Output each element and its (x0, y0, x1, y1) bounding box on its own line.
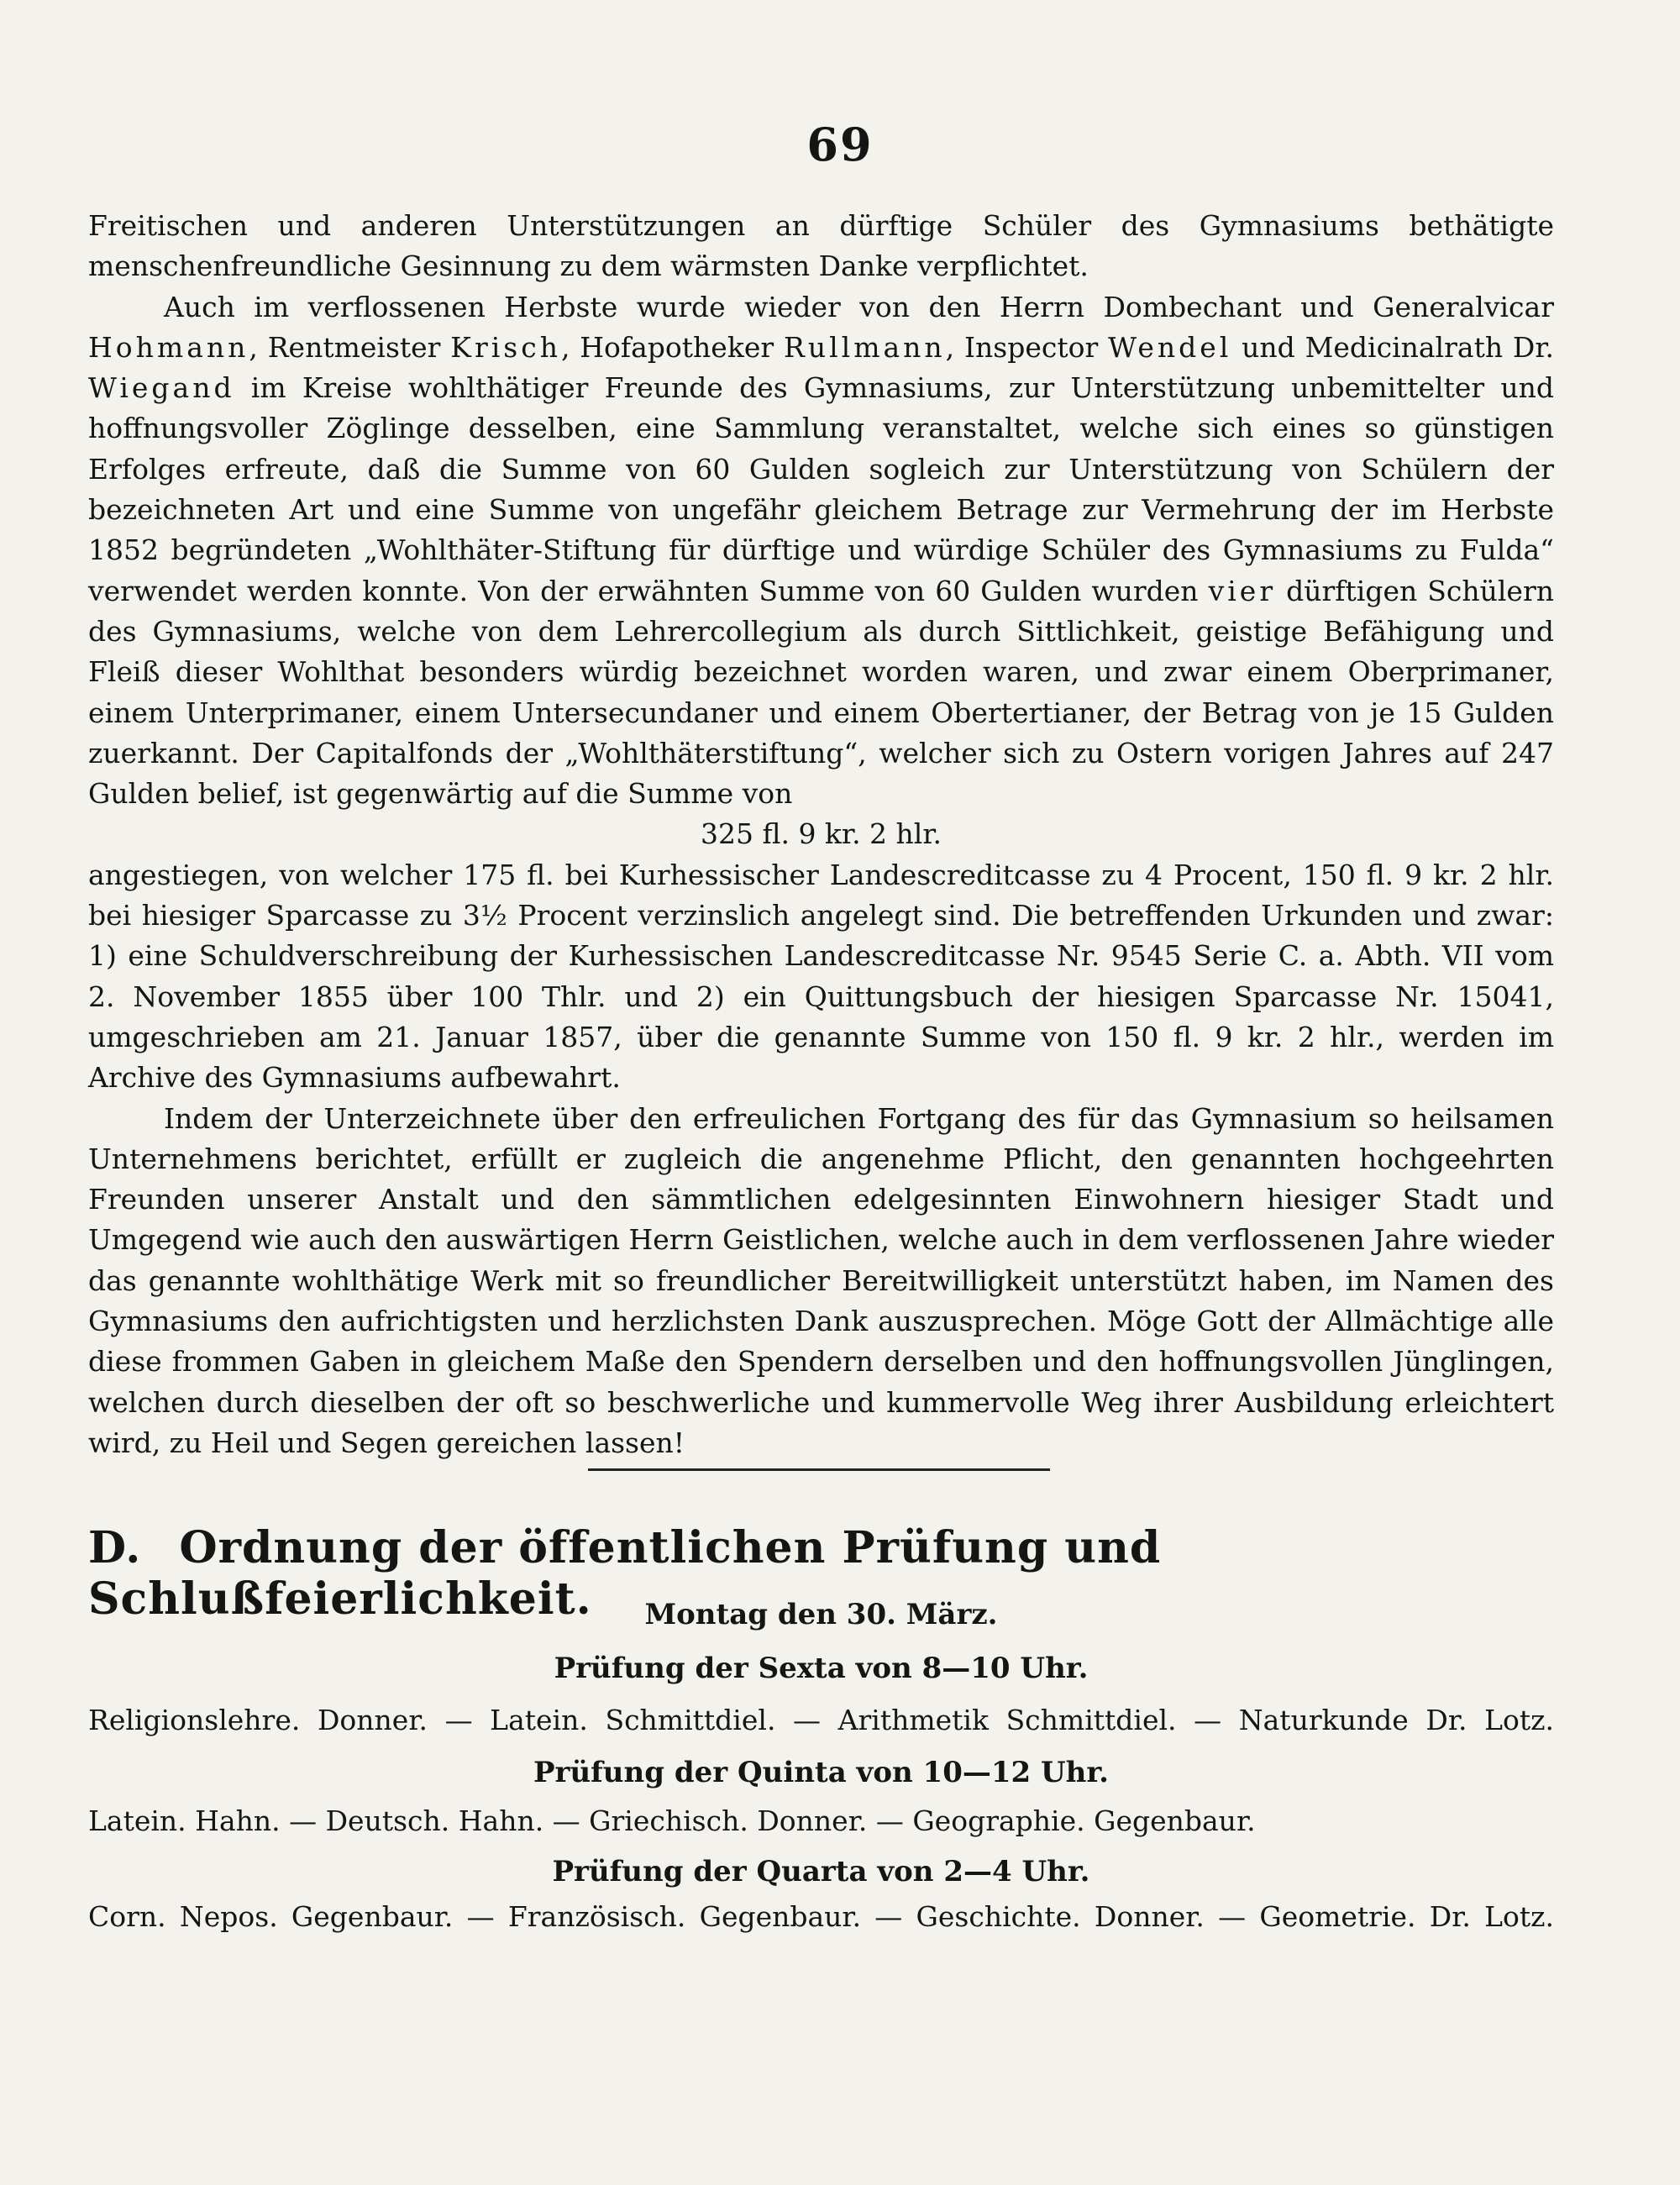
exam-heading-quarta: Prüfung der Quarta von 2—4 Uhr. (552, 1855, 1090, 1888)
section-title: Ordnung der öffentlichen Prüfung und Schlußfeierlichkeit. (88, 1522, 1162, 1625)
page-number: 69 (806, 118, 874, 171)
exam-heading-sexta: Prüfung der Sexta von 8—10 Uhr. (554, 1652, 1089, 1685)
name-hohmann: Hohmann (88, 330, 249, 364)
paragraph-investment: angestiegen, von welcher 175 fl. bei Kurhessischer Landescreditcasse zu 4 Procent, 150 fl. 9 kr. 2 hlr. bei hiesiger Sparcasse zu 3½ Procent verzinslich angelegt sind. Die betreffenden Urkunden und zwar: 1) eine Schuldverschreibung der Kurhessischen Landescreditcasse Nr. 9545 Serie C. a. Abth. VII vom 2. November 1855 über 100 Thlr. und 2) ein Quittungsbuch der hiesigen Sparcasse Nr. 15041, umgeschrieben am 21. Januar 1857, über die genannte Summe von 150 fl. 9 kr. 2 hlr., werden im Archive des Gymnasiums aufbewahrt. (88, 858, 1554, 1095)
text-run: Auch im verflossenen Herbste wurde wieder von den Herrn Dombechant und Generalvicar (164, 290, 1554, 323)
paragraph-collection (88, 287, 1554, 815)
text-run: , Hofapotheker (560, 330, 784, 364)
name-wiegand: Wiegand (88, 371, 235, 405)
section-divider (588, 1468, 1050, 1471)
text-run: dürftigen Schülern des Gymnasiums, welche von dem Lehrercollegium als durch Sittlichkeit, geistige Befähigung und Fleiß dieser Wohlthat besonders würdig bezeichnet worden waren, und zwar einem Oberprimaner, einem Unterprimaner, einem Untersecundaner und einem Obertertianer, der Betrag von je 15 Gulden zuerkannt. Der Capitalfonds der „Wohlthäterstiftung“, welcher sich zu Ostern vorigen Jahres auf 247 Gulden belief, ist gegenwärtig auf die Summe von (88, 574, 1554, 811)
name-wendel: Wendel (1108, 330, 1232, 364)
exam-heading-quinta: Prüfung der Quinta von 10—12 Uhr. (533, 1756, 1110, 1789)
section-letter: D. (88, 1522, 142, 1573)
exam-date: Montag den 30. März. (644, 1598, 998, 1631)
name-krisch: Krisch (450, 330, 561, 364)
text-run: im Kreise wohlthätiger Freunde des Gymnasiums, zur Unterstützung unbemittelter und hoffnungsvoller Zöglinge desselben, eine Sammlung veranstaltet, welche sich eines so günstigen Erfolges erfreute, daß die Summe von 60 Gulden sogleich zur Unterstützung von Schülern der bezeichneten Art und eine Summe von ungefähr gleichem Betrage zur Vermehrung der im Herbste 1852 begründeten „Wohlthäter-Stiftung für dürftige und würdige Schüler des Gymnasiums zu Fulda“ verwendet werden konnte. Von der erwähnten Summe von 60 Gulden wurden (88, 371, 1554, 607)
emphasis-vier: vier (1208, 574, 1277, 607)
paragraph-thanks: Indem der Unterzeichnete über den erfreulichen Fortgang des für das Gymnasium so heilsamen Unternehmens berichtet, erfüllt er zugleich die angenehme Pflicht, den genannten hochgeehrten Freunden unserer Anstalt und den sämmtlichen edelgesinnten Einwohnern hiesiger Stadt und Umgegend wie auch den auswärtigen Herrn Geistlichen, welche auch in dem verflossenen Jahre wieder das genannte wohlthätige Werk mit so freundlicher Bereitwilligkeit unterstützt haben, im Namen des Gymnasiums den aufrichtigsten und herzlichsten Dank auszusprechen. Möge Gott der Allmächtige alle diese frommen Gaben in gleichem Maße den Spendern derselben und den hoffnungsvollen Jünglingen, welchen durch dieselben der oft so beschwerliche und kummervolle Weg ihrer Ausbildung erleichtert wird, zu Heil und Segen gereichen lassen! (88, 1101, 1554, 1459)
exam-subjects-quarta: Corn. Nepos. Gegenbaur. — Französisch. Gegenbaur. — Geschichte. Donner. — Geometrie. Dr. Lotz. (88, 1900, 1554, 1933)
text-run: , Inspector (945, 330, 1109, 364)
paragraph-continuation: Freitischen und anderen Unterstützungen an dürftige Schüler des Gymnasiums bethätigte menschenfreundliche Gesinnung zu dem wärmsten Danke verpflichtet. (88, 209, 1554, 283)
exam-subjects-quinta: Latein. Hahn. — Deutsch. Hahn. — Griechisch. Donner. — Geographie. Gegenbaur. (88, 1804, 1256, 1837)
text-run: und Medicinalrath Dr. (1231, 330, 1555, 364)
capital-amount: 325 fl. 9 kr. 2 hlr. (700, 817, 942, 851)
name-rullmann: Rullmann (783, 330, 946, 364)
text-run: , Rentmeister (249, 330, 451, 364)
body-text (88, 206, 1554, 1463)
exam-subjects-sexta: Religionslehre. Donner. — Latein. Schmittdiel. — Arithmetik Schmittdiel. — Naturkunde Dr. Lotz. (88, 1704, 1554, 1736)
